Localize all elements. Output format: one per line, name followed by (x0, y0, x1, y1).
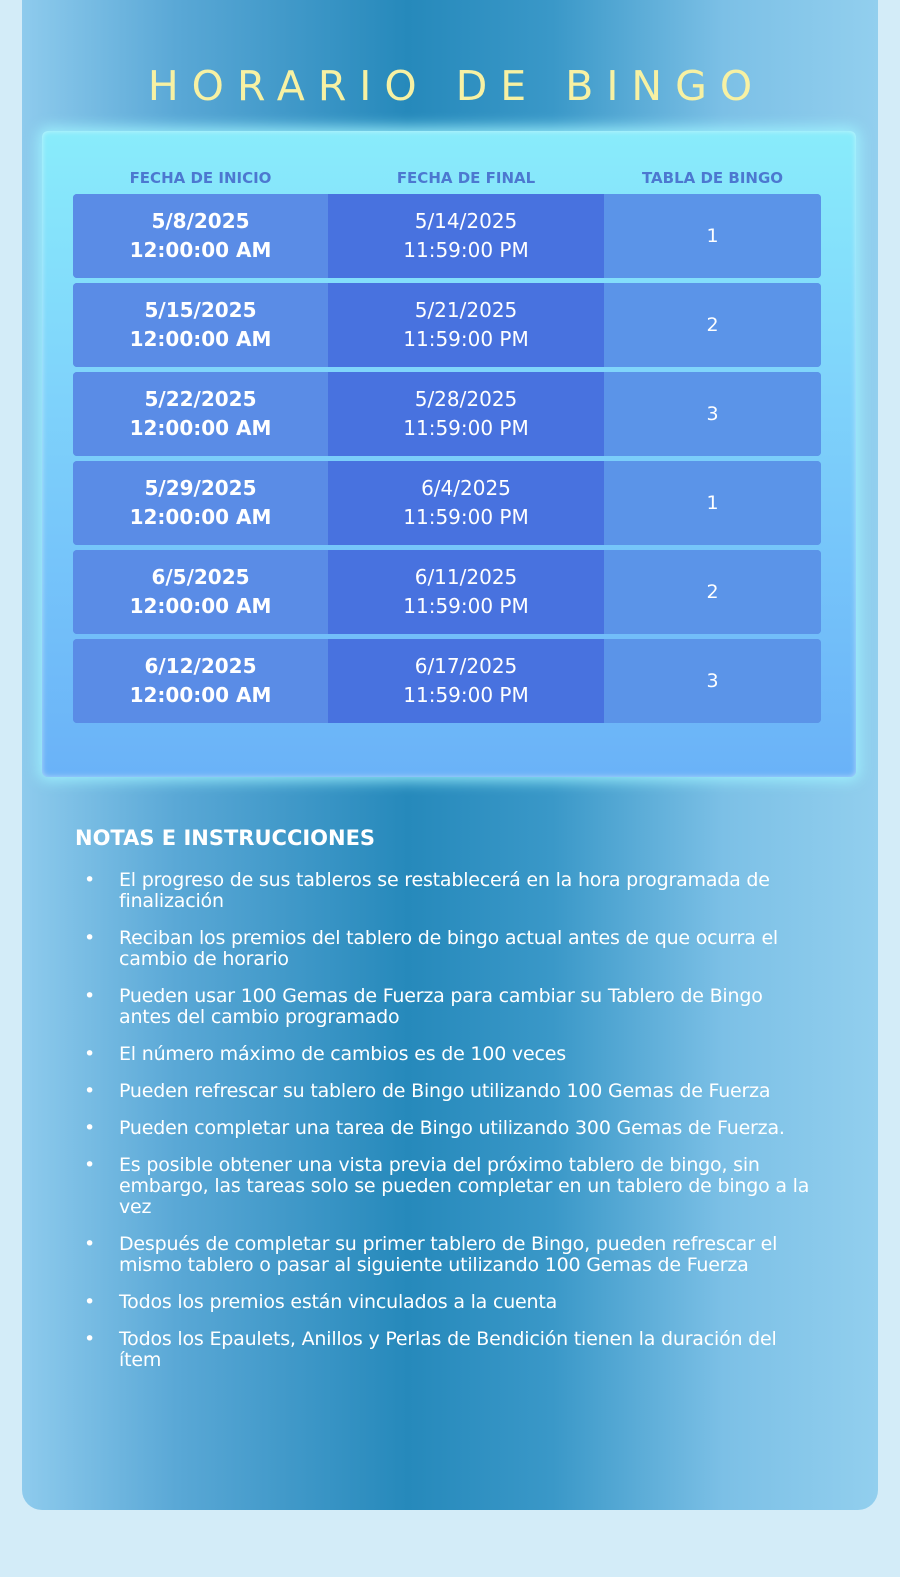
note-text: Todos los premios están vinculados a la cuenta (119, 1291, 558, 1313)
note-text: Reciban los premios del tablero de bingo actual antes de que ocurra el cambio de horario (119, 927, 779, 970)
main-panel (22, 0, 878, 1510)
bullet-icon: • (84, 1233, 96, 1255)
end-cell (328, 194, 604, 278)
note-text: Pueden refrescar su tablero de Bingo utilizando 100 Gemas de Fuerza (119, 1080, 771, 1102)
bullet-icon: • (84, 1043, 96, 1065)
end-date: 5/14/2025 (414, 209, 518, 233)
note-item (75, 1118, 815, 1139)
table-row (73, 550, 821, 634)
note-item (75, 986, 815, 1028)
end-date: 6/17/2025 (414, 654, 518, 678)
start-date: 5/29/2025 (144, 476, 257, 500)
note-item (75, 1044, 815, 1065)
board-number: 3 (706, 403, 719, 425)
board-cell (604, 550, 821, 634)
start-cell (73, 550, 328, 634)
table-row (73, 461, 821, 545)
start-time: 12:00:00 AM (129, 238, 272, 262)
note-item (75, 870, 815, 912)
end-cell (328, 461, 604, 545)
board-number: 3 (706, 670, 719, 692)
start-date: 6/5/2025 (151, 565, 250, 589)
start-date: 6/12/2025 (144, 654, 257, 678)
end-cell (328, 283, 604, 367)
notes-title: NOTAS E INSTRUCCIONES (75, 826, 376, 850)
note-text: Después de completar su primer tablero de Bingo, pueden refrescar el mismo tablero o pasar al siguiente utilizando 100 Gemas de Fuerza (119, 1233, 778, 1276)
schedule-table (42, 131, 856, 777)
bullet-icon: • (84, 1291, 96, 1313)
bullet-icon: • (84, 869, 96, 891)
end-time: 11:59:00 PM (403, 327, 529, 351)
bullet-icon: • (84, 1080, 96, 1102)
start-cell (73, 372, 328, 456)
note-item (75, 1234, 815, 1276)
board-cell (604, 372, 821, 456)
notes-list (75, 870, 815, 1387)
note-item (75, 1081, 815, 1102)
page-title: HORARIO DE BINGO (147, 62, 766, 110)
board-cell (604, 639, 821, 723)
end-date: 5/28/2025 (414, 387, 518, 411)
end-time: 11:59:00 PM (403, 683, 529, 707)
table-row (73, 372, 821, 456)
bullet-icon: • (84, 985, 96, 1007)
start-cell (73, 283, 328, 367)
start-time: 12:00:00 AM (129, 505, 272, 529)
table-row (73, 639, 821, 723)
header-start-date: FECHA DE INICIO (129, 169, 272, 187)
start-time: 12:00:00 AM (129, 416, 272, 440)
start-time: 12:00:00 AM (129, 594, 272, 618)
bullet-icon: • (84, 1154, 96, 1176)
end-time: 11:59:00 PM (403, 238, 529, 262)
bullet-icon: • (84, 1117, 96, 1139)
board-cell (604, 194, 821, 278)
board-cell (604, 461, 821, 545)
table-header (73, 169, 821, 195)
board-cell (604, 283, 821, 367)
note-item (75, 1155, 815, 1218)
start-cell (73, 639, 328, 723)
end-date: 6/4/2025 (421, 476, 511, 500)
note-item (75, 928, 815, 970)
start-date: 5/8/2025 (151, 209, 250, 233)
end-time: 11:59:00 PM (403, 505, 529, 529)
bullet-icon: • (84, 1328, 96, 1350)
note-text: El número máximo de cambios es de 100 veces (119, 1043, 566, 1065)
start-cell (73, 194, 328, 278)
bullet-icon: • (84, 927, 96, 949)
end-cell (328, 550, 604, 634)
end-date: 6/11/2025 (414, 565, 518, 589)
board-number: 1 (706, 492, 719, 514)
end-time: 11:59:00 PM (403, 416, 529, 440)
end-date: 5/21/2025 (414, 298, 518, 322)
note-text: Todos los Epaulets, Anillos y Perlas de Bendición tienen la duración del ítem (119, 1328, 777, 1371)
end-cell (328, 372, 604, 456)
header-bingo-board: TABLA DE BINGO (641, 169, 784, 187)
note-item (75, 1329, 815, 1371)
table-body (73, 194, 821, 728)
board-number: 2 (706, 581, 719, 603)
start-time: 12:00:00 AM (129, 327, 272, 351)
start-date: 5/15/2025 (144, 298, 257, 322)
end-cell (328, 639, 604, 723)
board-number: 2 (706, 314, 719, 336)
note-item (75, 1292, 815, 1313)
start-time: 12:00:00 AM (129, 683, 272, 707)
note-text: Pueden usar 100 Gemas de Fuerza para cambiar su Tablero de Bingo antes del cambio programado (119, 985, 763, 1028)
note-text: El progreso de sus tableros se restablecerá en la hora programada de finalización (119, 869, 770, 912)
start-date: 5/22/2025 (144, 387, 257, 411)
start-cell (73, 461, 328, 545)
note-text: Es posible obtener una vista previa del próximo tablero de bingo, sin embargo, las tareas solo se pueden completar en un tablero de bingo a la vez (119, 1154, 810, 1218)
table-row (73, 194, 821, 278)
note-text: Pueden completar una tarea de Bingo utilizando 300 Gemas de Fuerza. (119, 1117, 785, 1139)
table-row (73, 283, 821, 367)
header-end-date: FECHA DE FINAL (396, 169, 536, 187)
board-number: 1 (706, 225, 719, 247)
end-time: 11:59:00 PM (403, 594, 529, 618)
